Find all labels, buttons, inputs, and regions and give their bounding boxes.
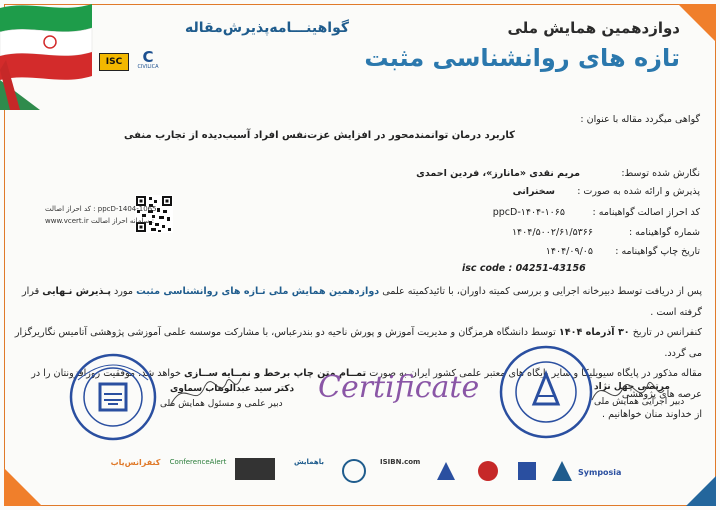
date-value: ۱۴۰۴/۰۹/۰۵	[545, 246, 593, 257]
sponsor-logo-7	[430, 458, 462, 494]
number-label: شماره گواهینامه :	[628, 227, 700, 238]
sponsor-logo-3	[235, 458, 275, 480]
right-signature-icon	[588, 370, 668, 418]
civilica-text: CIVILICA	[137, 64, 159, 70]
organization-seal-icon	[498, 344, 594, 440]
p3-indexing: تمــام متن چاپ برخط و نمــایه ســازی	[184, 368, 367, 379]
left-signature-icon	[165, 366, 245, 416]
p1-text-a: پس از دریافت توسط دبیرخانه اجرایی و بررسی کمیته داوران، با تائیدکمیته علمی	[382, 286, 702, 297]
sponsor-logo-2-text: ConferenceAlert	[169, 458, 227, 466]
corner-decoration-top-right	[678, 4, 716, 42]
sponsor-logos	[100, 458, 620, 498]
corner-decoration-bottom-right	[686, 476, 716, 506]
civilica-logo	[136, 50, 160, 74]
acceptance-label: پذیرش و ارائه شده به صورت :	[577, 186, 700, 197]
sponsor-logo-1	[108, 458, 163, 494]
sponsor-logo-5	[340, 458, 368, 494]
right-signer-role: دبیر اجرایی همایش ملی	[594, 397, 685, 407]
intro-text: گواهی میگردد مقاله با عنوان :	[580, 114, 700, 125]
sponsor-logo-6-text: ISIBN.com	[380, 458, 421, 466]
sponsor-logo-4	[285, 458, 333, 494]
sponsor-logo-7-icon	[433, 458, 459, 484]
paragraph-line-4: از خداوند منان خواهانیم .	[601, 409, 702, 420]
authors-label: نگارش شده توسط:	[621, 168, 700, 179]
qr-code-line: کد احراز اصالت : ppcD-1404-1065	[45, 205, 157, 213]
event-edition: دوازدهمین همایش ملی	[507, 19, 680, 37]
certificate-script-title: Certificate	[318, 370, 480, 405]
certificate-type: گواهینـــامه‌پذیرش‌مقاله	[185, 20, 350, 36]
code-value: ppcD-۱۴۰۴-۱۰۶۵	[492, 207, 565, 218]
sponsor-logo-11	[578, 458, 620, 494]
p1-event-name: دوازدهمین همایش ملی تـازه های روانشناسی مثبت	[136, 286, 380, 297]
sponsor-logo-1-text: کنفرانس‌یاب	[110, 458, 161, 467]
p1-text-c: مورد	[114, 286, 134, 297]
sponsor-logo-8-icon	[475, 458, 501, 484]
sponsor-logo-6	[380, 458, 420, 494]
sponsor-logo-4-text: باهمایش	[294, 458, 324, 466]
sponsor-logo-11-text: Symposia	[578, 468, 622, 477]
university-seal-icon	[68, 352, 158, 442]
p2-date: ۳۰ آذرماه ۱۴۰۴	[558, 327, 630, 338]
sponsor-logo-5-icon	[341, 458, 367, 484]
corner-decoration-bottom-left	[4, 468, 42, 506]
p1-final-acceptance: پـذیرش نـهایی	[42, 286, 111, 297]
p2-text-a: کنفرانس در تاریخ	[632, 327, 702, 338]
code-label: کد احراز اصالت گواهینامه :	[592, 207, 700, 218]
sponsor-logo-8	[472, 458, 504, 494]
p3-text-c: خواهد شد. موفقیت روزافزونتان را در عرصه های پژوهشی	[31, 368, 702, 400]
sponsor-logo-2	[168, 458, 228, 494]
sponsor-logo-9-icon	[514, 458, 540, 484]
qr-code-icon	[135, 195, 173, 233]
p2-text-c: توسط دانشگاه هرمزگان و مدیریت آموزش و پورش ناحیه دو بندرعباس، با مشارکت موسسه علمی آموزشی پژوهشی آتامیس نگاریرگزار می گردد.	[14, 327, 702, 359]
acceptance-value: سخنرانی	[512, 186, 555, 197]
qr-url-line: www.vcert.ir سامانه احراز اصالت :	[45, 217, 155, 225]
left-signer-name: دکتر سید عبدالوهاب سماوی	[170, 384, 295, 394]
sponsor-logo-9	[512, 458, 542, 494]
authors-value: مریم نقدی «مانارز»، فردین احمدی	[416, 168, 580, 179]
right-signer-name: مرتضی چهل نژاد	[594, 382, 670, 392]
sponsor-logo-10	[548, 458, 576, 494]
isc-code: isc code : 04251-43156	[462, 263, 586, 274]
article-title: کاربرد درمان توانمندمحور در افزایش عزت‌نفس افراد آسیب‌دیده از تجارب منفی	[124, 130, 515, 141]
date-label: تاریخ چاپ گواهینامه :	[615, 246, 700, 257]
civilica-c-icon: C	[142, 48, 154, 66]
isc-logo: ISC	[99, 53, 129, 71]
left-signer-role: دبیر علمی و مسئول همایش ملی	[160, 399, 283, 409]
event-title: تازه های روانشناسی مثبت	[364, 44, 680, 72]
paragraph-line-1	[12, 282, 702, 323]
sponsor-logo-10-icon	[549, 458, 575, 484]
number-value: ۱۴۰۴/۵۰۰۲/۶۱/۵۳۶۶	[511, 227, 593, 238]
p1-text-e: قرار گرفته است .	[21, 286, 702, 318]
p3-text-a: مقاله مذکور در پایگاه سیویلیکا و سایر پایگاه های معتبر علمی کشور ایران به صورت	[369, 368, 702, 379]
